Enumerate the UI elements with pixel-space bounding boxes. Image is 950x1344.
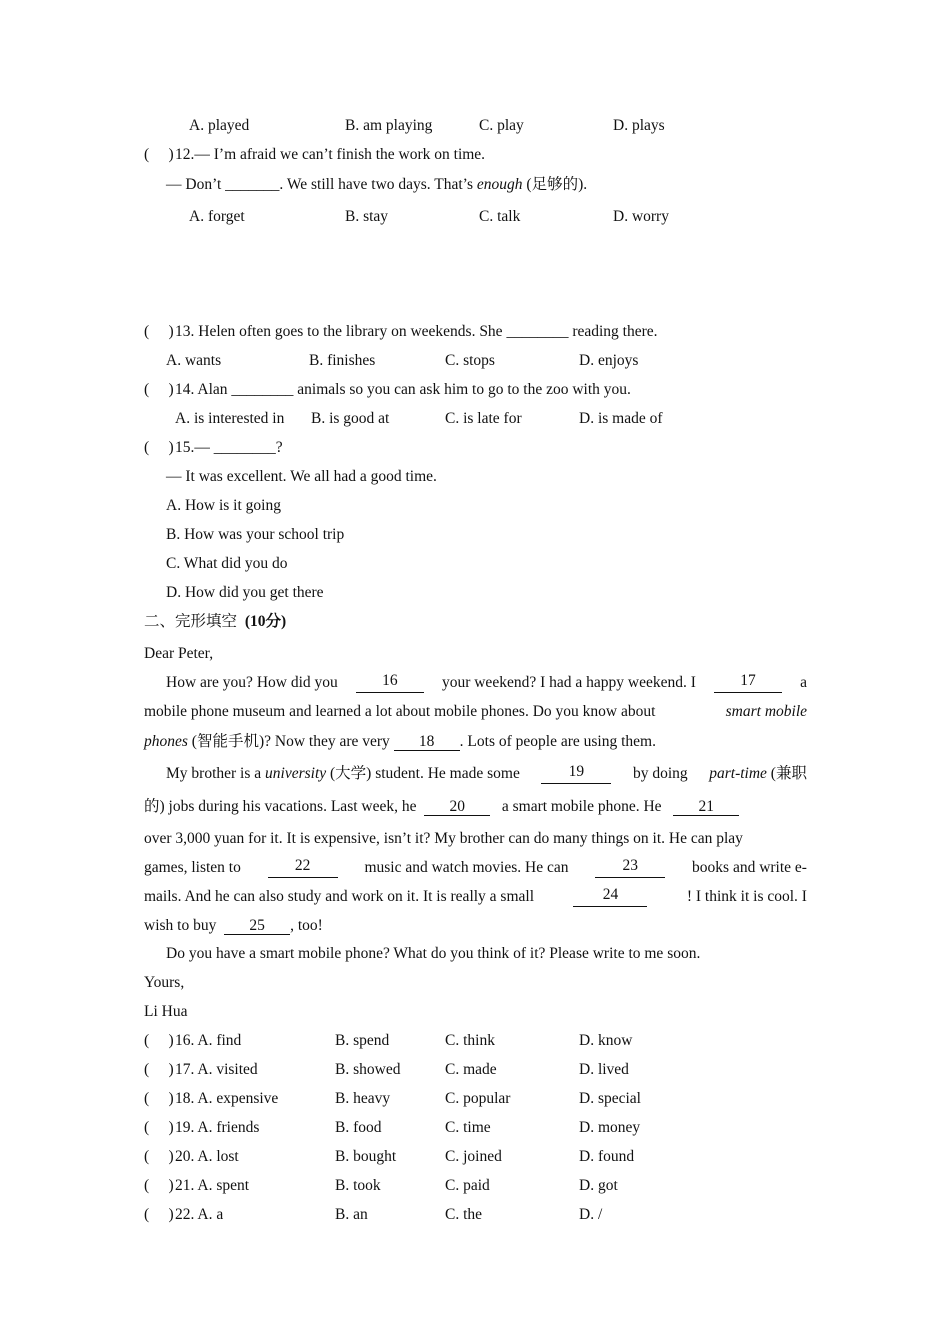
letter-p2-line1: My brother is a university (大学) student. He made some 19 by doing part-time (兼职 — [166, 763, 807, 782]
blank-16: 16 — [356, 673, 424, 693]
q12-reply: — Don’t _______. We still have two days. That’s enough (足够的). — [166, 176, 588, 193]
cloze-option-b: B. took — [335, 1177, 381, 1194]
cloze-option-d: D. lived — [579, 1061, 629, 1078]
q12-option-c: C. talk — [479, 208, 521, 225]
q14-option-b: B. is good at — [311, 410, 390, 427]
answer-paren: ( ) — [144, 439, 174, 456]
cloze-option-c: C. joined — [445, 1148, 502, 1165]
cloze-option-b: B. heavy — [335, 1090, 391, 1107]
answer-paren: ( ) — [144, 1177, 174, 1194]
q14-option-d: D. is made of — [579, 410, 663, 427]
q12-option-a: A. forget — [189, 208, 245, 225]
section-2-heading — [144, 612, 286, 632]
cloze-option-c: C. the — [445, 1206, 483, 1223]
cloze-option-a: 21. A. spent — [175, 1177, 250, 1194]
q11-option-a: A. played — [189, 117, 250, 134]
cloze-option-a: 22. A. a — [175, 1206, 224, 1223]
letter-p1-line2: mobile phone museum and learned a lot about mobile phones. Do you know about smart mobile — [144, 703, 807, 720]
letter-p3: Do you have a smart mobile phone? What do you think of it? Please write to me soon. — [166, 945, 701, 962]
cloze-option-d: D. money — [579, 1119, 641, 1136]
q11-option-b: B. am playing — [345, 117, 433, 134]
letter-signature: Li Hua — [144, 1003, 188, 1020]
q13-option-b: B. finishes — [309, 352, 376, 369]
cloze-option-c: C. time — [445, 1119, 491, 1136]
answer-paren: ( ) — [144, 1032, 174, 1049]
cloze-option-d: D. got — [579, 1177, 618, 1194]
blank-22: 22 — [268, 858, 338, 878]
cloze-option-d: D. / — [579, 1206, 603, 1223]
letter-p2-line6: wish to buy 25 , too! — [144, 917, 323, 934]
q13-option-c: C. stops — [445, 352, 495, 369]
cloze-option-a: 18. A. expensive — [175, 1090, 279, 1107]
q14-stem: 14. Alan ________ animals so you can ask him to go to the zoo with you. — [175, 381, 631, 398]
q14-option-a: A. is interested in — [175, 410, 285, 427]
q12-stem: 12.— I’m afraid we can’t finish the work on time. — [175, 146, 486, 163]
blank-25: 25 — [224, 918, 290, 935]
section-2-points: (10分) — [244, 613, 287, 630]
cloze-option-b: B. an — [335, 1206, 368, 1223]
q12-option-d: D. worry — [613, 208, 669, 225]
letter-p1-line1: How are you? How did you 16 your weekend? I had a happy weekend. I 17 a — [166, 672, 807, 691]
cloze-option-a: 16. A. find — [175, 1032, 242, 1049]
cloze-option-a: 19. A. friends — [175, 1119, 260, 1136]
blank-19: 19 — [541, 764, 611, 784]
answer-paren: ( ) — [144, 323, 174, 340]
q11-option-c: C. play — [479, 117, 524, 134]
answer-paren: ( ) — [144, 1090, 174, 1107]
answer-paren: ( ) — [144, 1148, 174, 1165]
letter-closing: Yours, — [144, 974, 185, 991]
letter-p2-line3: over 3,000 yuan for it. It is expensive, isn’t it? My brother can do many things on it. He can play — [144, 830, 743, 847]
cloze-option-d: D. know — [579, 1032, 633, 1049]
cloze-option-c: C. think — [445, 1032, 495, 1049]
answer-paren: ( ) — [144, 381, 174, 398]
answer-paren: ( ) — [144, 1119, 174, 1136]
q14-option-c: C. is late for — [445, 410, 522, 427]
cloze-option-d: D. special — [579, 1090, 641, 1107]
q15-option-d: D. How did you get there — [166, 584, 324, 601]
answer-paren: ( ) — [144, 146, 174, 163]
blank-18: 18 — [394, 734, 460, 751]
cloze-option-c: C. made — [445, 1061, 497, 1078]
letter-p2-line4: games, listen to 22 music and watch movies. He can 23 books and write e- — [144, 857, 807, 876]
q12-option-b: B. stay — [345, 208, 389, 225]
cloze-option-b: B. bought — [335, 1148, 397, 1165]
answer-paren: ( ) — [144, 1206, 174, 1223]
blank-17: 17 — [714, 673, 782, 693]
blank-23: 23 — [595, 858, 665, 878]
cloze-option-c: C. paid — [445, 1177, 490, 1194]
cloze-option-c: C. popular — [445, 1090, 511, 1107]
q15-option-c: C. What did you do — [166, 555, 288, 572]
cloze-option-b: B. spend — [335, 1032, 390, 1049]
cloze-option-a: 20. A. lost — [175, 1148, 239, 1165]
q15-option-a: A. How is it going — [166, 497, 281, 514]
letter-p2-line5: mails. And he can also study and work on it. It is really a small 24 ! I think it is cool. I — [144, 886, 807, 905]
section-2-title: 二、完形填空 — [144, 613, 238, 630]
q15-reply: — It was excellent. We all had a good time. — [166, 468, 437, 485]
blank-24: 24 — [573, 887, 647, 907]
letter-greeting: Dear Peter, — [144, 645, 214, 662]
q13-option-d: D. enjoys — [579, 352, 639, 369]
cloze-option-b: B. showed — [335, 1061, 401, 1078]
cloze-option-a: 17. A. visited — [175, 1061, 258, 1078]
blank-20: 20 — [424, 799, 490, 816]
letter-p1-line3: phones (智能手机)? Now they are very 18 . Lots of people are using them. — [144, 733, 656, 750]
q13-stem: 13. Helen often goes to the library on weekends. She ________ reading there. — [175, 323, 658, 340]
answer-paren: ( ) — [144, 1061, 174, 1078]
q13-option-a: A. wants — [166, 352, 222, 369]
q15-stem: 15.— ________? — [175, 439, 283, 456]
q11-option-d: D. plays — [613, 117, 665, 134]
cloze-option-b: B. food — [335, 1119, 382, 1136]
cloze-option-d: D. found — [579, 1148, 635, 1165]
letter-p2-line2: 的) jobs during his vacations. Last week, he 20 a smart mobile phone. He 21 — [144, 797, 739, 817]
blank-21: 21 — [673, 799, 739, 816]
q15-option-b: B. How was your school trip — [166, 526, 345, 543]
